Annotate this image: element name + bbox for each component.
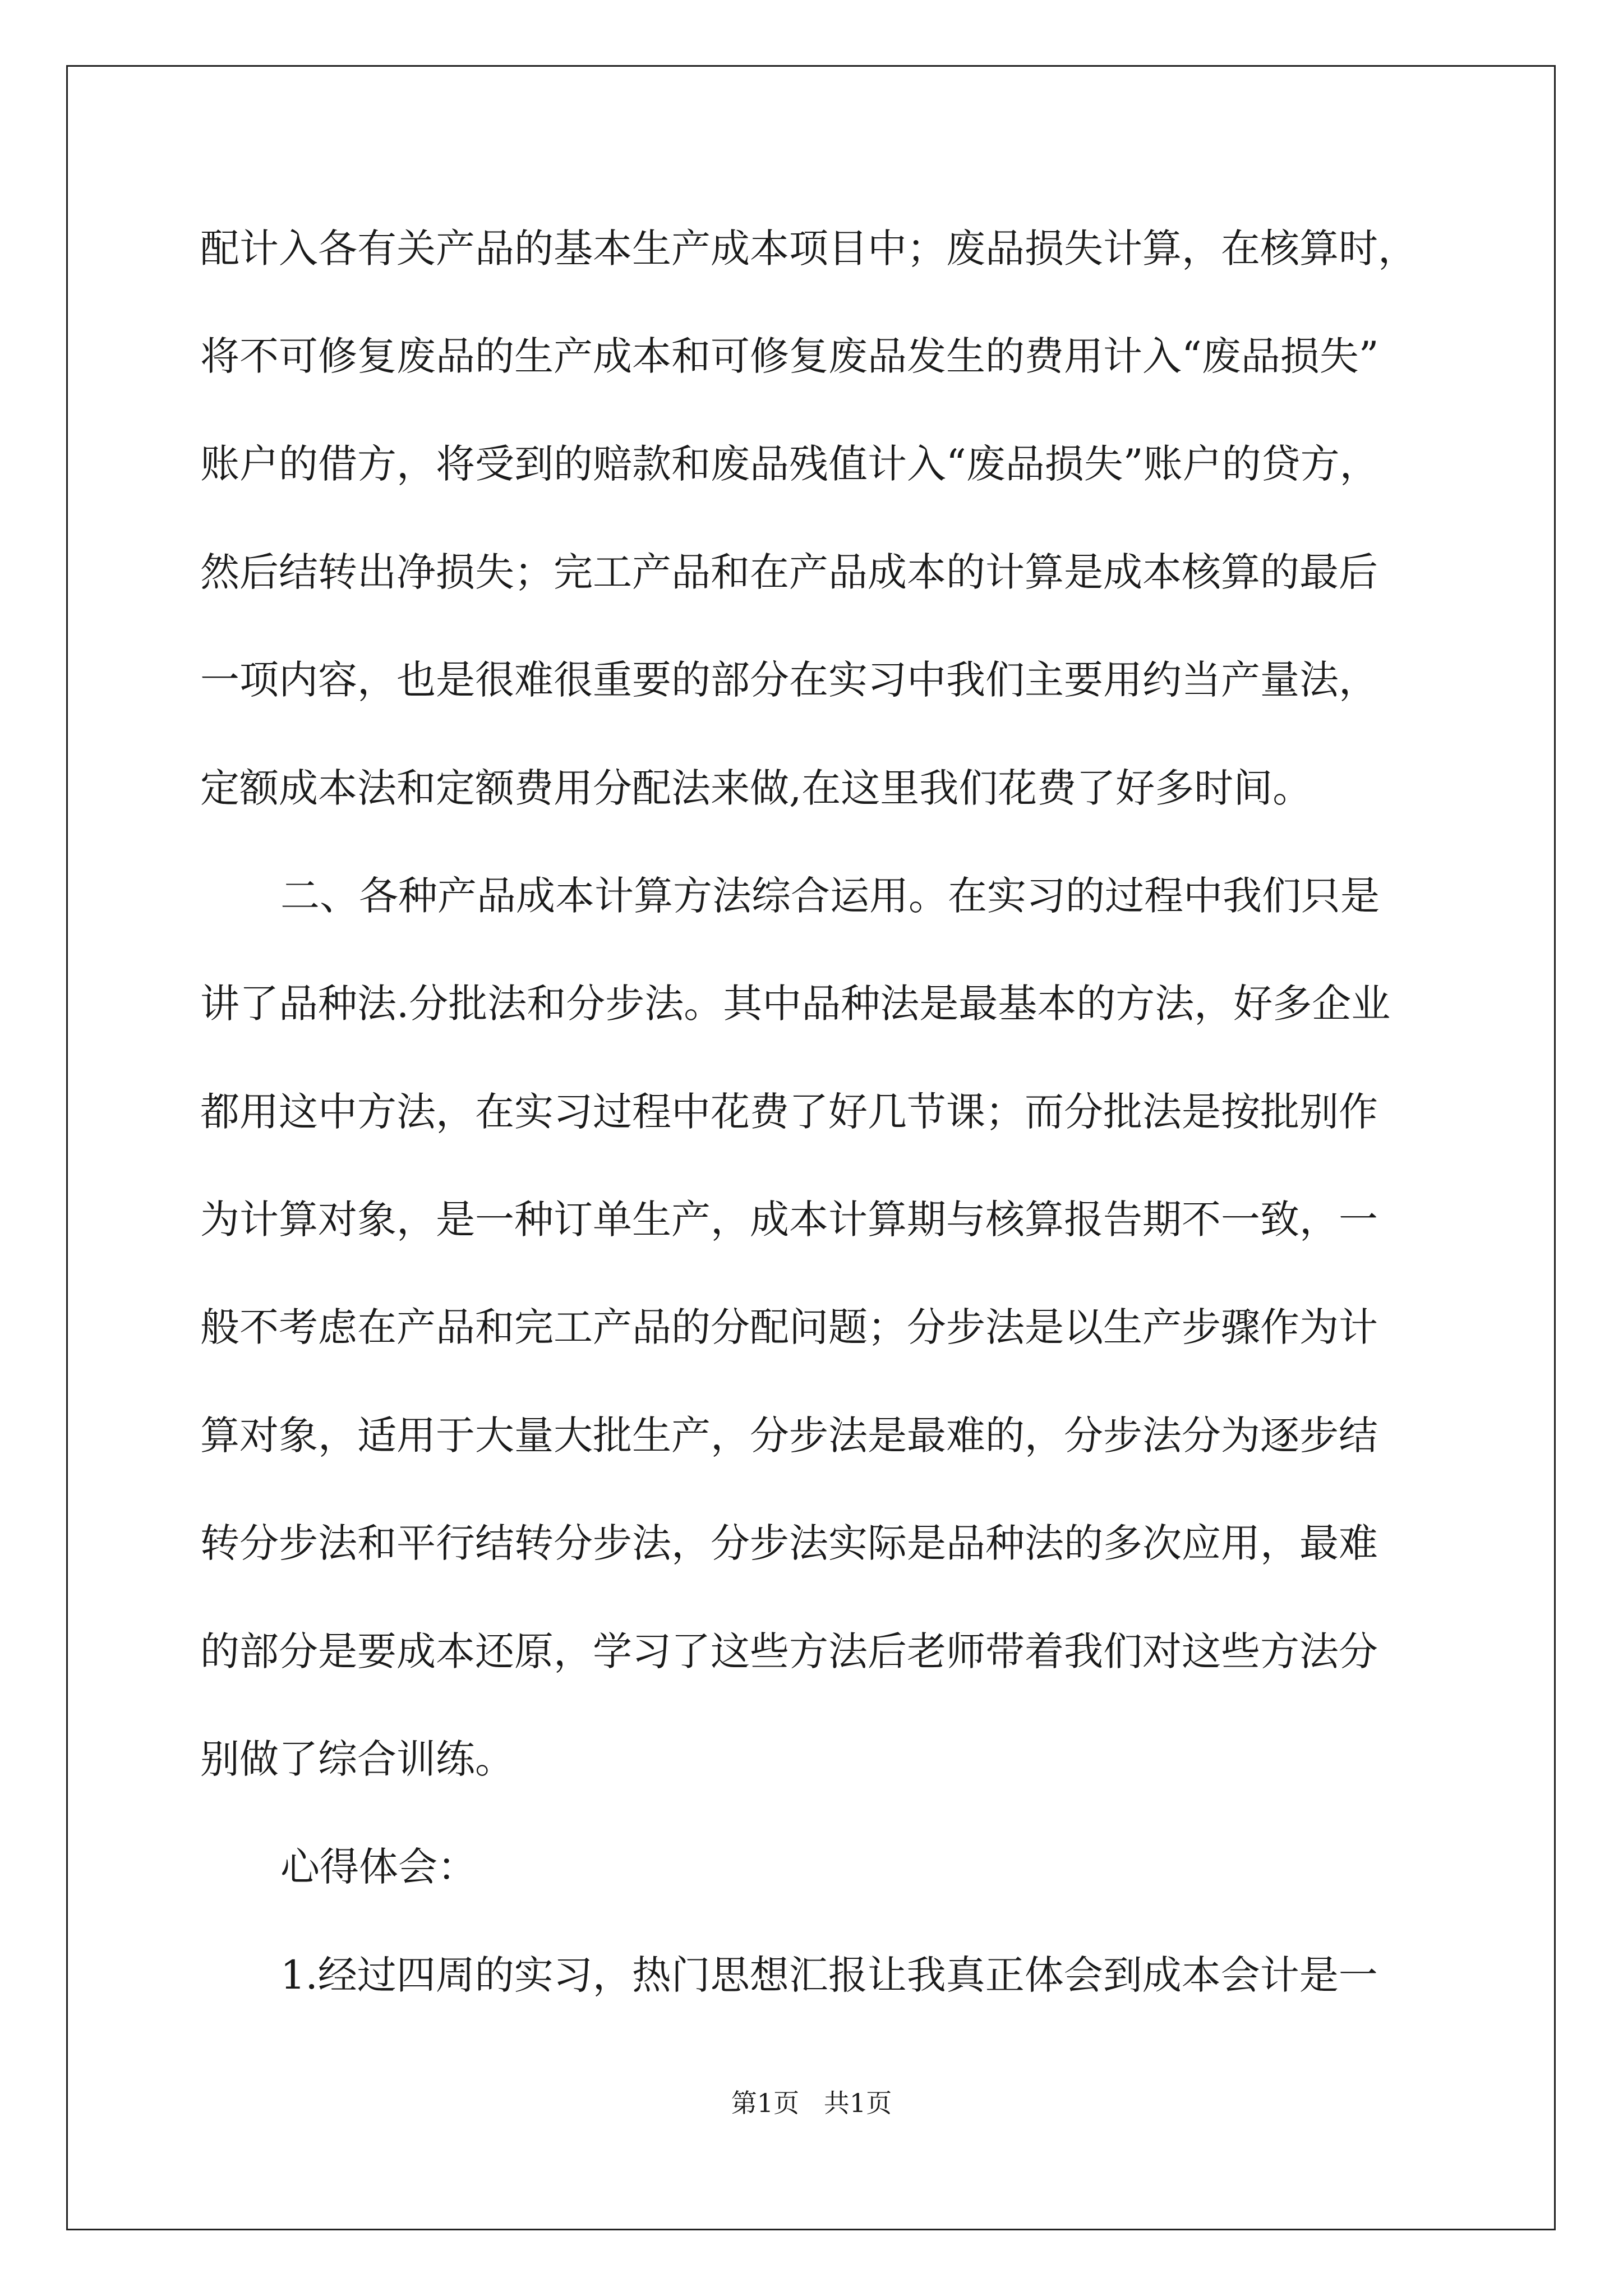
text-line: 为计算对象，是一种订单生产，成本计算期与核算报告期不一致，一 bbox=[200, 1197, 1378, 1243]
text-line: 转分步法和平行结转分步法，分步法实际是品种法的多次应用，最难 bbox=[200, 1520, 1378, 1566]
text-line: 都用这中方法，在实习过程中花费了好几节课；而分批法是按批别作 bbox=[200, 1089, 1378, 1135]
text-line: 配计入各有关产品的基本生产成本项目中；废品损失计算，在核算时， bbox=[200, 226, 1417, 272]
text-line: 般不考虑在产品和完工产品的分配问题；分步法是以生产步骤作为计 bbox=[200, 1304, 1378, 1350]
text-line: 将不可修复废品的生产成本和可修复废品发生的费用计入“废品损失” bbox=[200, 333, 1379, 379]
text-line: 一项内容，也是很难很重要的部分在实习中我们主要用约当产量法， bbox=[200, 657, 1378, 703]
text-line: 的部分是要成本还原，学习了这些方法后老师带着我们对这些方法分 bbox=[200, 1628, 1378, 1674]
text-line: 讲了品种法.分批法和分步法。其中品种法是最基本的方法，好多企业 bbox=[200, 981, 1391, 1027]
section-heading: 心得体会： bbox=[280, 1844, 477, 1890]
page-footer: 第1页 共1页 bbox=[731, 2088, 892, 2118]
text-line: 然后结转出净损失；完工产品和在产品成本的计算是成本核算的最后 bbox=[200, 549, 1378, 595]
text-line: 算对象，适用于大量大批生产，分步法是最难的，分步法分为逐步结 bbox=[200, 1412, 1378, 1458]
text-line: 账户的借方，将受到的赔款和废品残值计入“废品损失”账户的贷方， bbox=[200, 441, 1379, 487]
paragraph-start-line: 1.经过四周的实习，热门思想汇报让我真正体会到成本会计是一 bbox=[280, 1952, 1378, 1998]
text-line: 定额成本法和定额费用分配法来做,在这里我们花费了好多时间。 bbox=[200, 765, 1312, 811]
text-line: 别做了综合训练。 bbox=[200, 1736, 514, 1782]
paragraph-start-line: 二、各种产品成本计算方法综合运用。在实习的过程中我们只是 bbox=[280, 873, 1380, 919]
page-border bbox=[66, 65, 1556, 2230]
